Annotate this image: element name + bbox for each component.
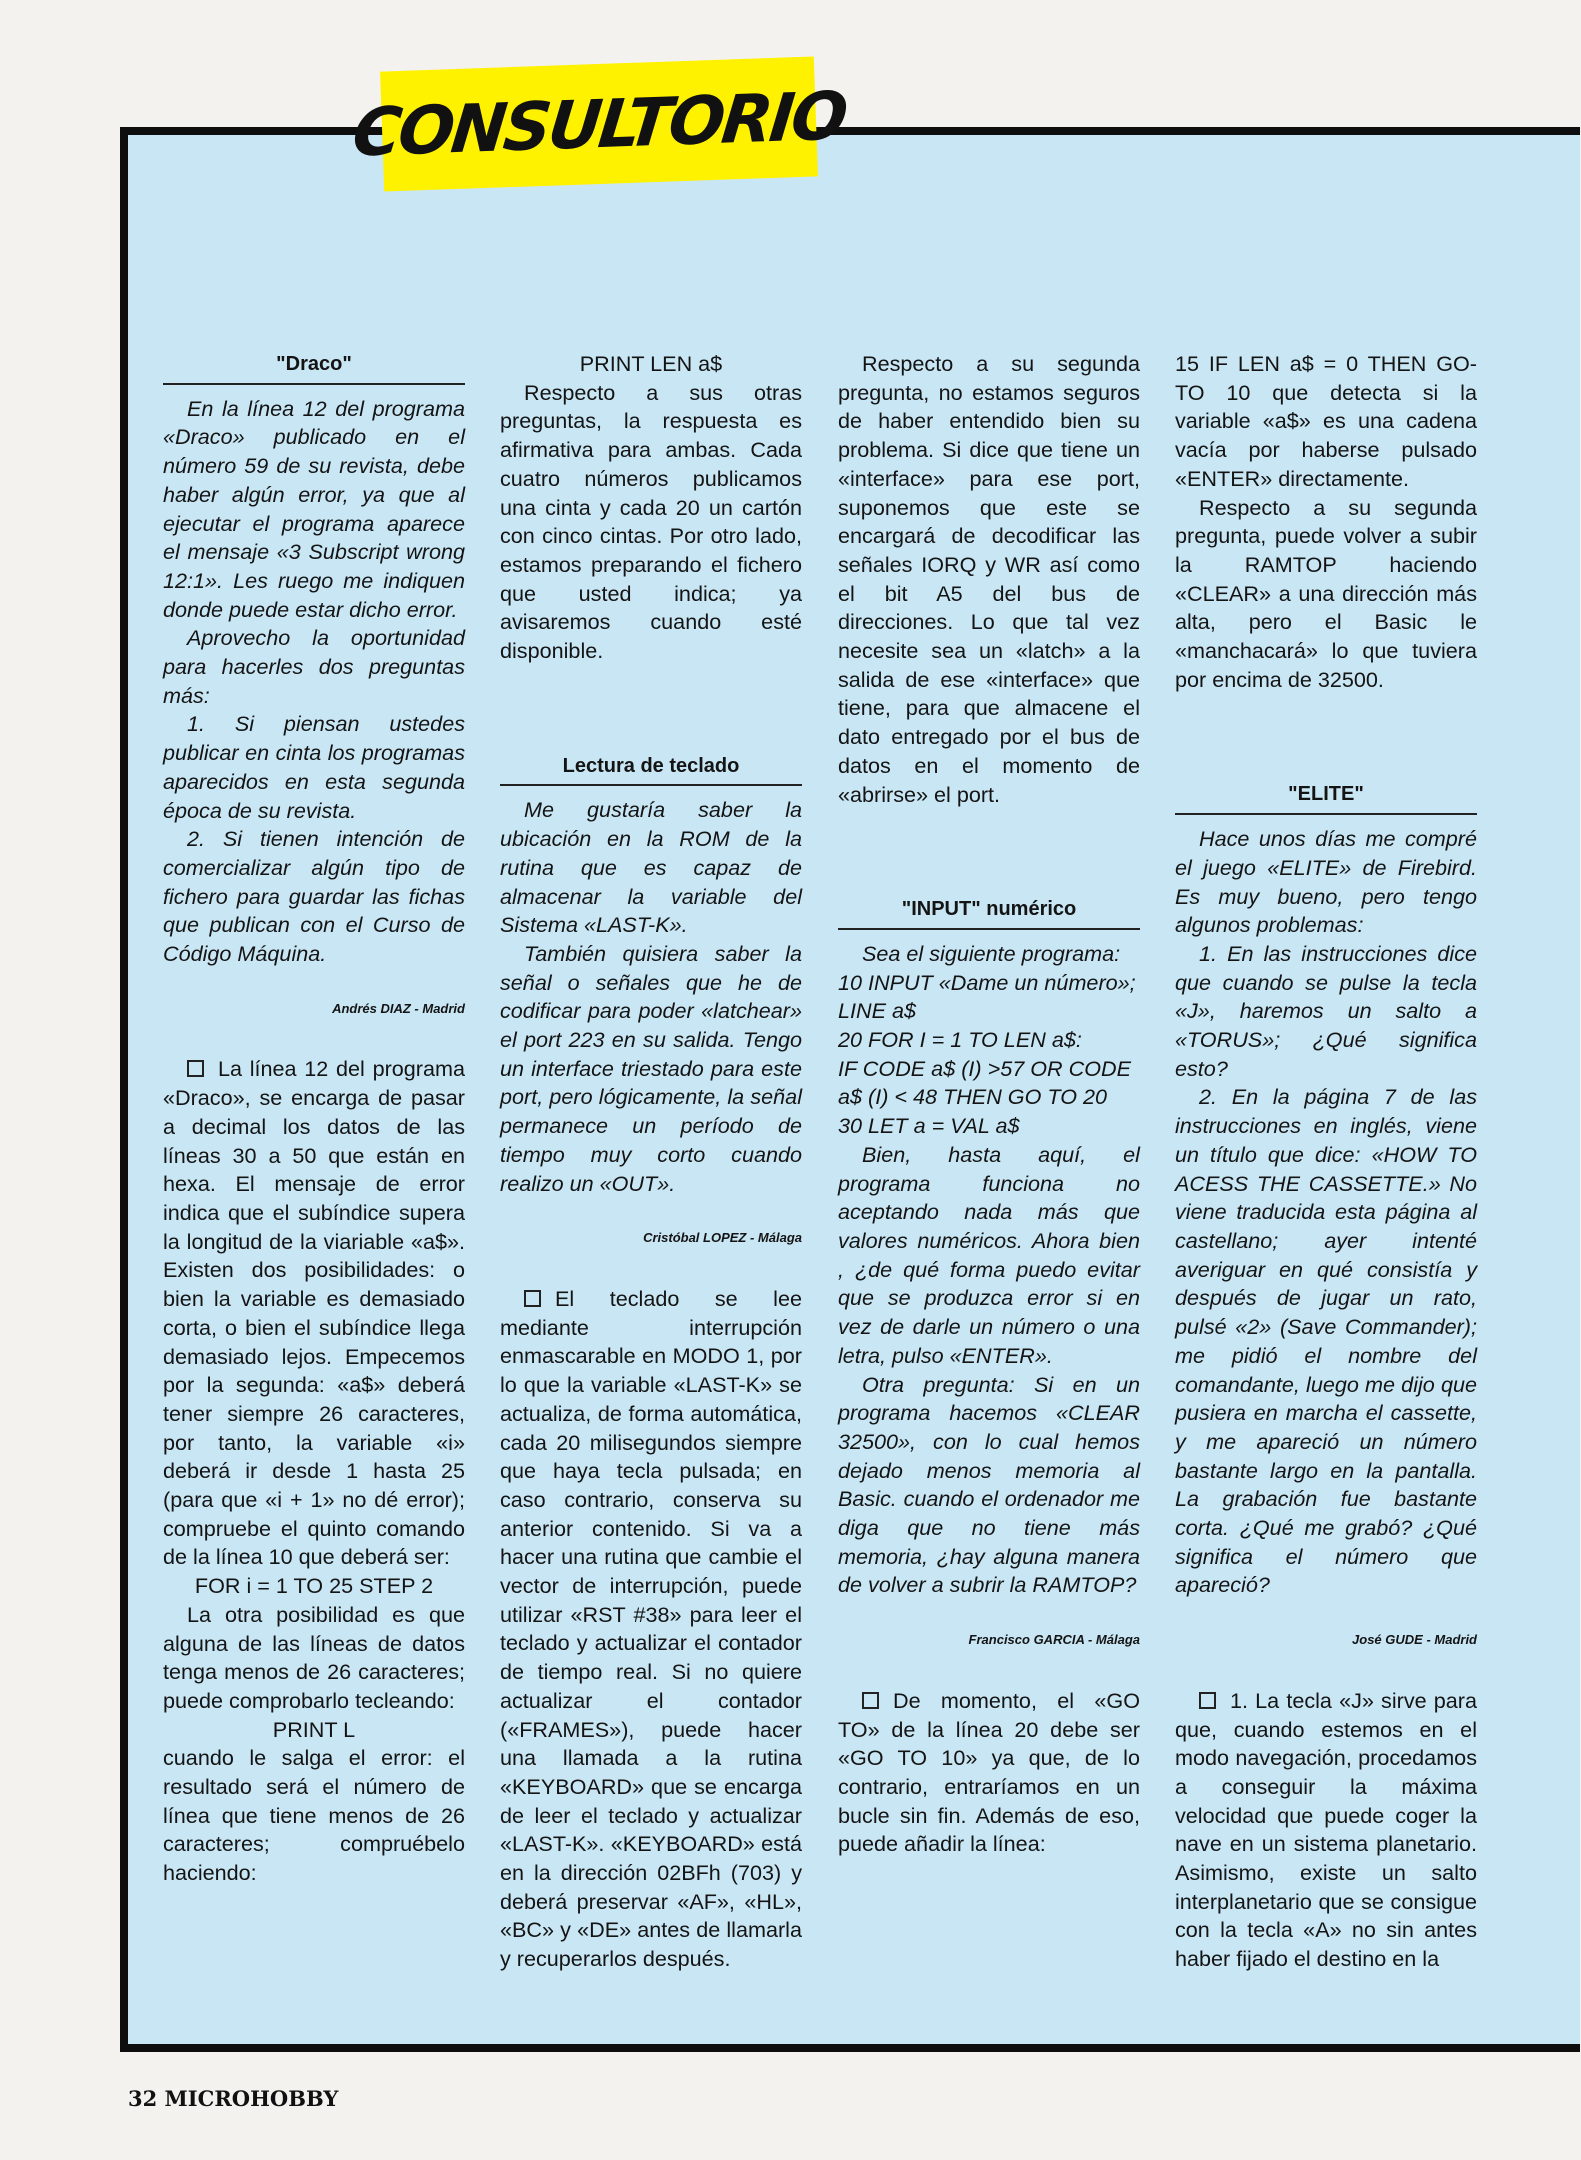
column-4 <box>1175 350 1477 1974</box>
column-gap <box>838 809 1140 895</box>
letter-heading-elite: "ELITE" <box>1175 780 1477 815</box>
letter-paragraph: Bien, hasta aquí, el programa funciona no aceptando nada más que valores numéricos. Ahora bien , ¿de qué forma puedo evitar que se produzca error si en vez de darle un número o una letra, pulso «ENTER». <box>838 1141 1140 1368</box>
answer-code: FOR i = 1 TO 25 STEP 2 <box>194 1573 434 1599</box>
answer-paragraph <box>163 1055 465 1572</box>
letter-code-line: 30 LET a = VAL a$ <box>838 1113 1020 1139</box>
letter-paragraph: Me gustaría saber la ubicación en la ROM de la rutina que es capaz de almacenar la variable del Sistema «LAST-K». <box>500 797 802 938</box>
letter-signature: Andrés DIAZ - Madrid <box>332 1000 465 1016</box>
letter-code-line: 20 FOR I = 1 TO LEN a$: <box>838 1027 1082 1053</box>
letter-paragraph: 1. En las instrucciones dice que cuando se pulse la tecla «J», haremos un salto a «TORUS»; ¿Qué significa esto? <box>1175 940 1477 1081</box>
answer-paragraph: Respecto a sus otras preguntas, la respuesta es afirmativa para ambas. Cada cuatro números publicamos una cinta y cada 20 un cartón con cinco cintas. Por otro lado, estamos preparando el fichero que usted indica; ya avisaremos cuando esté disponible. <box>500 379 802 664</box>
answer-text: 1. La tecla «J» sirve para que, cuando estemos en el modo navegación, procedamos a conseguir la máxima velocidad que puede coger la nave en un sistema planetario. Asimismo, existe un salto interplanetario que se consigue con la tecla «A» no sin antes haber fijado el destino en la <box>1175 1687 1477 1972</box>
answer-box-icon <box>862 1692 879 1709</box>
answer-paragraph: cuando le salga el error: el resultado será el número de línea que tiene menos de 26 caracteres; compruébelo haciendo: <box>163 1745 465 1886</box>
letter-paragraph: También quisiera saber la señal o señales que he de codificar para poder «latchear» el port 223 en su salida. Tengo un interface triestado para este port, pero lógicamente, la señal permanece un período de tiempo muy corto cuando realizo un «OUT». <box>500 940 802 1196</box>
page-footer <box>128 2086 338 2111</box>
answer-text: De momento, el «GO TO» de la línea 20 debe ser «GO TO 10» ya que, de lo contrario, entraríamos en un bucle sin fin. Además de eso, puede añadir la línea: <box>838 1687 1140 1857</box>
letter-heading-draco: "Draco" <box>163 350 465 385</box>
column-gap <box>1175 694 1477 780</box>
answer-text: La línea 12 del programa «Draco», se encarga de pasar a decimal los datos de las líneas 30 a 50 que están en hexa. El mensaje de error indica que el subíndice supera la longitud de la viariable «a$». Existen dos posibilidades: o bien la variable es demasiado corta, o bien el subíndice llega demasiado lejos. Empecemos por la segunda: «a$» deberá tener siempre 26 caracteres, por tanto, la variable «i» deberá ir desde 1 hasta 25 (para que «i + 1» no dé error); compruebe el quinto comando de la línea 10 que deberá ser: <box>163 1056 465 1570</box>
answer-paragraph <box>1175 1687 1477 1974</box>
letter-signature: Cristóbal LOPEZ - Málaga <box>643 1230 802 1246</box>
answer-paragraph: 15 IF LEN a$ = 0 THEN GO-TO 10 que detecta si la variable «a$» es una cadena vacía por haberse pulsado «ENTER» directamente. <box>1175 351 1477 491</box>
letter-heading-lectura: Lectura de teclado <box>500 752 802 787</box>
section-title: CONSULTORIO <box>349 76 849 172</box>
letter-paragraph: 1. Si piensan ustedes publicar en cinta los programas aparecidos en esta segunda época de su revista. <box>163 711 465 823</box>
answer-paragraph: Respecto a su segunda pregunta, puede volver a subir la RAMTOP haciendo «CLEAR» a una dirección más alta, pero el Basic le «manchacará» lo que tuviera por encima de 32500. <box>1175 494 1477 692</box>
answer-box-icon <box>524 1290 541 1307</box>
column-3 <box>838 350 1140 1859</box>
answer-paragraph: La otra posibilidad es que alguna de las líneas de datos tenga menos de 26 caracteres; puede comprobarlo tecleando: <box>163 1601 465 1713</box>
answer-paragraph: Respecto a su segunda pregunta, no estamos seguros de haber entendido bien su problema. Si dice que tiene un «interface» para ese port, suponemos que este se encargará de decodificar las señales IORQ y WR así como el bit A5 del bus de direcciones. Lo que tal vez necesite sea un «latch» a la salida de ese «interface» que tiene, para que almacene el dato entregado por el bus de datos en el momento de «abrirse» el port. <box>838 351 1140 807</box>
letter-paragraph: 2. Si tienen intención de comercializar algún tipo de fichero para guardar las fichas que publican con el Curso de Código Máquina. <box>163 826 465 967</box>
answer-code: PRINT L <box>272 1716 356 1742</box>
letter-paragraph: 2. En la página 7 de las instrucciones en inglés, viene un título que dice: «HOW TO ACESS THE CASSETTE.» No viene traducida esta página al castellano; ayer intenté averiguar en qué consistía y después de jugar un rato, pulsé «2» (Save Commander); me pidió el nombre del comandante, luego me dijo que pusiera en marcha el cassette, y me apareció un número bastante largo en la pantalla. La grabación fue bastante corta. ¿Qué me grabó? ¿Qué significa el número que apareció? <box>1175 1084 1477 1598</box>
letter-signature: Francisco GARCIA - Málaga <box>968 1632 1140 1648</box>
page-number: 32 <box>128 2086 158 2111</box>
answer-box-icon <box>187 1060 204 1077</box>
letter-paragraph: Aprovecho la oportunidad para hacerles dos preguntas más: <box>163 625 465 708</box>
answer-paragraph <box>500 1285 802 1974</box>
letter-code-line: IF CODE a$ (I) >57 OR CODE a$ (I) < 48 THEN GO TO 20 <box>838 1055 1131 1110</box>
answer-paragraph <box>838 1687 1140 1859</box>
letter-paragraph: Sea el siguiente programa: <box>862 940 1121 966</box>
answer-text: El teclado se lee mediante interrupción enmascarable en MODO 1, por lo que la variable «LAST-K» se actualiza, de forma automática, cada 20 milisegundos siempre que haya tecla pulsada; en caso contrario, conserva su anterior contenido. Si va a hacer una rutina que cambie el vector de interrupción, puede utilizar «RST #38» para leer el teclado y actualizar el contador de tiempo real. Si no quiere actualizar el contador («FRAMES»), puede hacer una llamada a la rutina «KEYBOARD» que se encarga de leer el teclado y actualizar «LAST-K». «KEYBOARD» está en la dirección 02BFh (703) y deberá preservar «AF», «HL», «BC» y «DE» antes de llamarla y recuperarlos después. <box>500 1285 802 1972</box>
section-banner <box>349 56 849 191</box>
letter-paragraph: Hace unos días me compré el juego «ELITE» de Firebird. Es muy bueno, pero tengo algunos problemas: <box>1175 826 1477 938</box>
answer-box-icon <box>1199 1692 1216 1709</box>
answer-code: PRINT LEN a$ <box>579 351 723 376</box>
column-1 <box>163 350 465 1888</box>
letter-paragraph: Otra pregunta: Si en un programa hacemos «CLEAR 32500», con lo cual hemos dejado menos memoria al Basic. cuando el ordenador me diga que no tiene más memoria, ¿hay alguna manera de volver a subrir la RAMTOP? <box>838 1371 1140 1598</box>
letter-code-line: 10 INPUT «Dame un número»; LINE a$ <box>838 969 1136 1024</box>
column-gap <box>500 666 802 752</box>
letter-signature: José GUDE - Madrid <box>1352 1632 1477 1648</box>
letter-paragraph: En la línea 12 del programa «Draco» publicado en el número 59 de su revista, debe haber algún error, ya que al ejecutar el programa aparece el mensaje «3 Subscript wrong 12:1». Les ruego me indiquen donde puede estar dicho error. <box>163 395 465 622</box>
letter-heading-input: "INPUT" numérico <box>838 895 1140 930</box>
magazine-name: MICROHOBBY <box>164 2086 339 2111</box>
column-2 <box>500 350 802 1974</box>
